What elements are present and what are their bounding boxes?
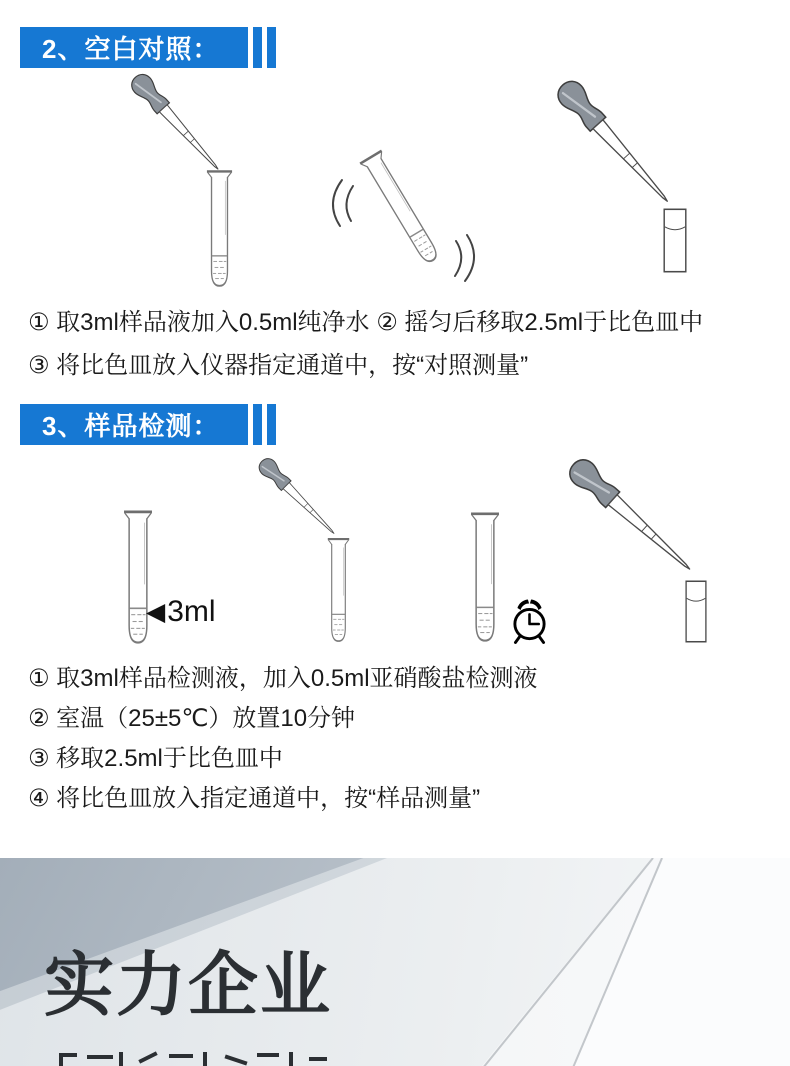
step-line: ④ 将比色皿放入指定通道中，按“样品测量” <box>28 785 481 812</box>
header-accent-bar <box>267 27 276 68</box>
footer-banner <box>0 858 790 1066</box>
header-accent-bar <box>267 404 276 445</box>
dropper-into-test-tube-illustration <box>250 450 370 650</box>
dropper-into-cuvette-illustration <box>550 450 730 650</box>
shaking-tilted-test-tube-illustration <box>320 125 495 295</box>
dropper-icon <box>256 455 340 539</box>
volume-value: 3ml <box>167 595 216 628</box>
dropper-into-test-tube-illustration <box>100 70 260 300</box>
cuvette-icon <box>664 209 686 271</box>
step-line: ① 取3ml样品液加入0.5ml纯净水 ② 摇匀后移取2.5ml于比色皿中 <box>28 309 704 336</box>
dropper-into-cuvette-illustration <box>540 80 720 280</box>
test-tube-icon <box>328 539 349 641</box>
header-accent-bar <box>253 404 262 445</box>
test-tube-3ml-illustration <box>110 495 180 655</box>
cutoff-text-fragment <box>55 1050 335 1066</box>
left-triangle-marker-icon: ◀ <box>146 597 166 626</box>
step-line: ① 取3ml样品检测液，加入0.5ml亚硝酸盐检测液 <box>28 665 538 692</box>
volume-label <box>146 597 216 627</box>
test-tube-icon <box>360 151 443 267</box>
test-tube-with-alarm-clock-illustration <box>455 495 565 655</box>
test-tube-icon <box>207 171 232 285</box>
dropper-icon <box>553 80 677 210</box>
section-header-blank-control: 2、空白对照： <box>20 27 248 68</box>
alarm-clock-icon <box>515 600 544 643</box>
step-line: ③ 移取2.5ml于比色皿中 <box>28 745 283 772</box>
step-line: ③ 将比色皿放入仪器指定通道中，按“对照测量” <box>28 352 529 379</box>
footer-headline: 实力企业 <box>44 948 332 1025</box>
header-accent-bar <box>253 27 262 68</box>
cuvette-icon <box>686 581 706 641</box>
section-header-sample-test: 3、样品检测： <box>20 404 248 445</box>
dropper-icon <box>128 70 226 176</box>
step-line: ② 室温（25±5℃）放置10分钟 <box>28 705 356 732</box>
dropper-icon <box>565 455 699 579</box>
test-tube-icon <box>471 514 499 641</box>
